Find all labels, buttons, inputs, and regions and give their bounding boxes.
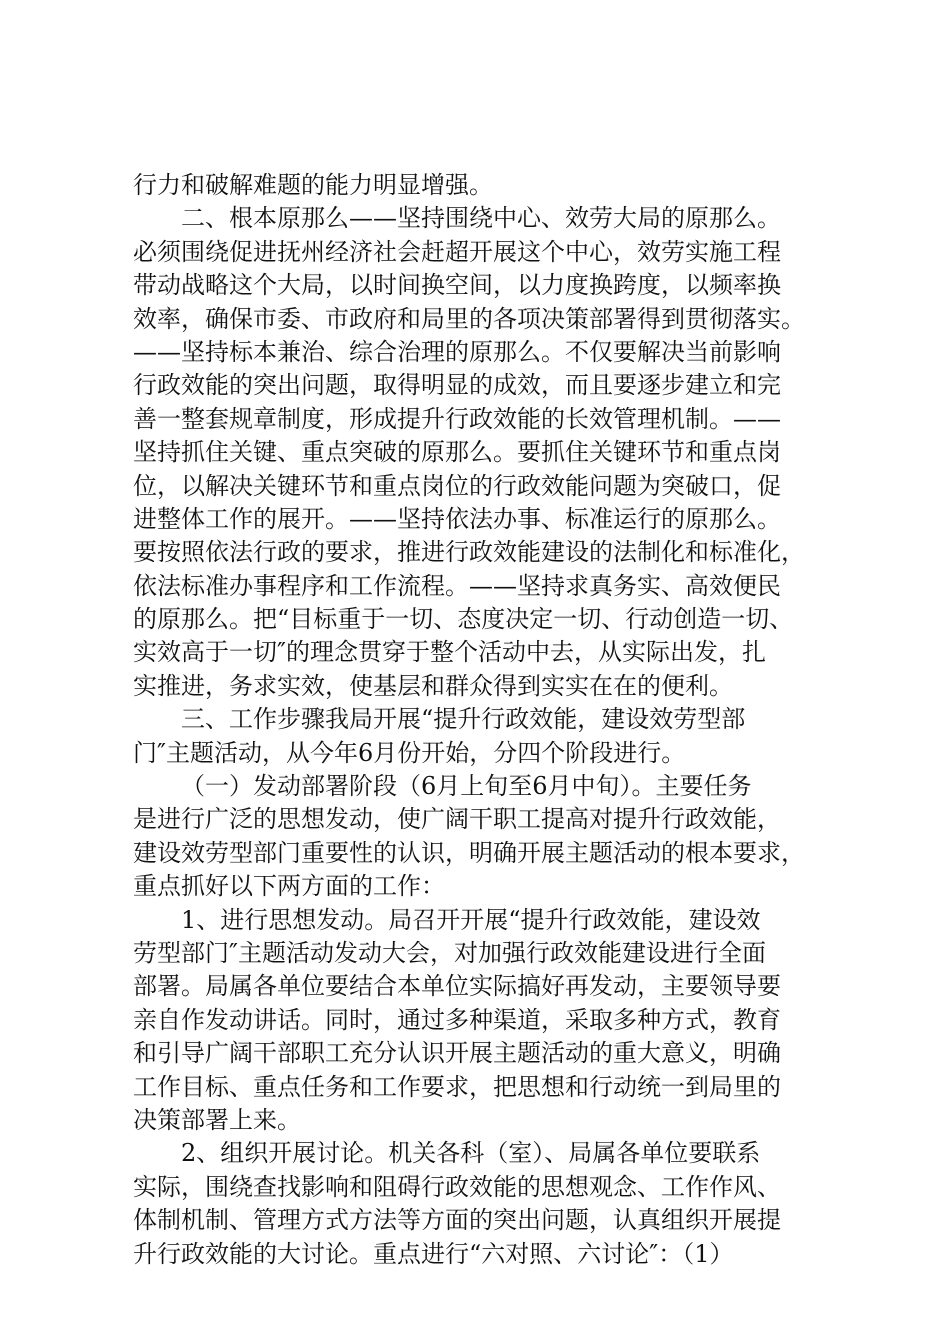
text-line: 行政效能的突出问题，取得明显的成效，而且要逐步建立和完 (133, 371, 781, 400)
text-line: 行力和破解难题的能力明显增强。 (133, 171, 493, 199)
text-line: 善一整套规章制度，形成提升行政效能的长效管理机制。—— (133, 404, 781, 433)
text-line: 工作目标、重点任务和工作要求，把思想和行动统一到局里的 (133, 1072, 781, 1101)
text-line: 二、根本原那么——坚持围绕中心、效劳大局的原那么。 (181, 204, 781, 233)
text-line: 带动战略这个大局，以时间换空间，以力度换跨度，以频率换 (133, 271, 781, 300)
text-line: 依法标准办事程序和工作流程。——坚持求真务实、高效便民 (133, 571, 781, 600)
document-body (133, 169, 833, 1271)
text-line: 建设效劳型部门重要性的认识，明确开展主题活动的根本要求， (133, 838, 805, 867)
text-line: 门″主题活动，从今年6月份开始，分四个阶段进行。 (133, 738, 686, 767)
text-line: 实际，围绕查找影响和阻碍行政效能的思想观念、工作作风、 (133, 1172, 781, 1201)
text-line: ——坚持标本兼治、综合治理的原那么。不仅要解决当前影响 (133, 337, 781, 366)
text-line: 劳型部门″主题活动发动大会，对加强行政效能建设进行全面 (133, 938, 766, 967)
text-line: 决策部署上来。 (133, 1105, 301, 1134)
text-line: 2、组织开展讨论。机关各科（室）、局属各单位要联系 (181, 1139, 761, 1168)
text-line: 升行政效能的大讨论。重点进行“六对照、六讨论″：（1） (133, 1239, 734, 1268)
text-line: 和引导广阔干部职工充分认识开展主题活动的重大意义，明确 (133, 1039, 781, 1068)
text-line: 三、工作步骤我局开展“提升行政效能，建设效劳型部 (181, 705, 746, 734)
text-line: 效率，确保市委、市政府和局里的各项决策部署得到贯彻落实。 (133, 304, 805, 333)
text-line: 实效高于一切″的理念贯穿于整个活动中去，从实际出发，扎 (133, 638, 766, 667)
text-line: 位，以解决关键环节和重点岗位的行政效能问题为突破口，促 (133, 471, 781, 500)
text-line: 坚持抓住关键、重点突破的原那么。要抓住关键环节和重点岗 (133, 438, 781, 467)
text-line: 体制机制、管理方式方法等方面的突出问题，认真组织开展提 (133, 1206, 781, 1235)
text-line: 进整体工作的展开。——坚持依法办事、标准运行的原那么。 (133, 504, 781, 533)
text-line: 是进行广泛的思想发动，使广阔干职工提高对提升行政效能， (133, 805, 781, 834)
text-line: 重点抓好以下两方面的工作： (133, 872, 445, 901)
text-line: 的原那么。把“目标重于一切、态度决定一切、行动创造一切、 (133, 605, 794, 634)
text-line: 要按照依法行政的要求，推进行政效能建设的法制化和标准化， (133, 538, 805, 567)
text-line: 必须围绕促进抚州经济社会赶超开展这个中心，效劳实施工程 (133, 237, 781, 266)
text-line: 1、进行思想发动。局召开开展“提升行政效能，建设效 (181, 905, 761, 934)
text-line: 亲自作发动讲话。同时，通过多种渠道，采取多种方式，教育 (133, 1005, 781, 1034)
text-line: （一）发动部署阶段（6月上旬至6月中旬）。主要任务 (181, 772, 752, 801)
text-line: 部署。局属各单位要结合本单位实际搞好再发动，主要领导要 (133, 972, 781, 1001)
text-line: 实推进，务求实效，使基层和群众得到实实在在的便利。 (133, 671, 733, 700)
